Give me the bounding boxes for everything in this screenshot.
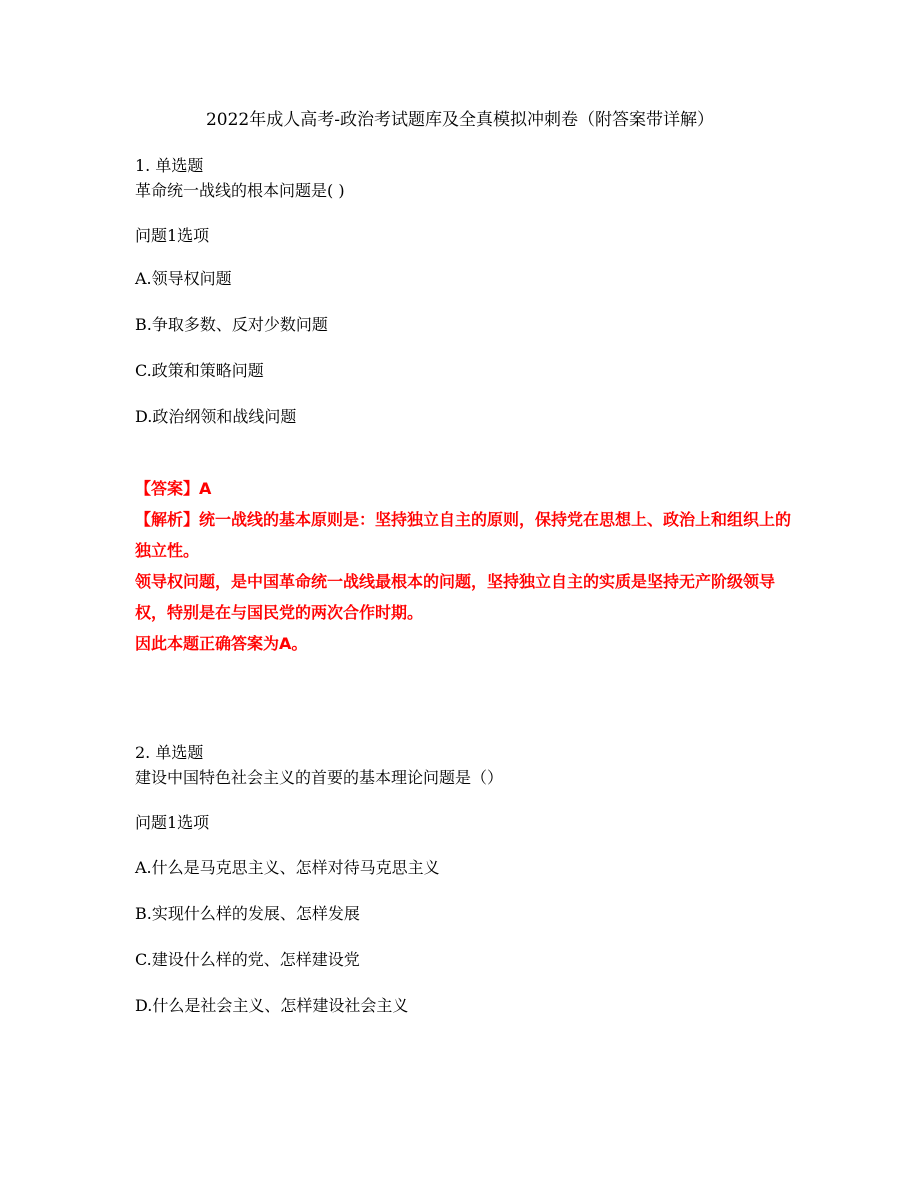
question-2-option-a: A.什么是马克思主义、怎样对待马克思主义 <box>135 858 440 877</box>
question-2-option-c: C.建设什么样的党、怎样建设党 <box>135 950 360 969</box>
question-1-answer: 【答案】A <box>135 479 212 498</box>
question-1-option-a: A.领导权问题 <box>135 269 232 288</box>
question-2-option-b: B.实现什么样的发展、怎样发展 <box>135 904 360 923</box>
document-title: 2022年成人高考-政治考试题库及全真模拟冲刺卷（附答案带详解） <box>205 110 714 130</box>
question-1-stem: 革命统一战线的根本问题是( ) <box>135 181 345 200</box>
question-1-analysis-paragraph: 【解析】统一战线的基本原则是：坚持独立自主的原则，保持党在思想上、政治上和组织上的独立性。 <box>135 510 792 560</box>
question-1-number-type: 1. 单选题 <box>135 156 204 175</box>
question-1-option-d: D.政治纲领和战线问题 <box>135 407 297 426</box>
question-1-analysis-paragraph: 领导权问题，是中国革命统一战线最根本的问题，坚持独立自主的实质是坚持无产阶级领导权，特别是在与国民党的两次合作时期。 <box>135 572 776 622</box>
question-1-analysis-conclusion: 因此本题正确答案为A。 <box>135 634 308 653</box>
question-2-number-type: 2. 单选题 <box>135 743 204 762</box>
question-1-option-b: B.争取多数、反对少数问题 <box>135 315 328 334</box>
question-1-options-heading: 问题1选项 <box>135 226 210 245</box>
question-1-answer-block <box>135 473 795 659</box>
question-2-option-d: D.什么是社会主义、怎样建设社会主义 <box>135 996 409 1015</box>
question-1-option-c: C.政策和策略问题 <box>135 361 264 380</box>
question-2-stem: 建设中国特色社会主义的首要的基本理论问题是（） <box>135 768 504 787</box>
question-2-options-heading: 问题1选项 <box>135 813 210 832</box>
